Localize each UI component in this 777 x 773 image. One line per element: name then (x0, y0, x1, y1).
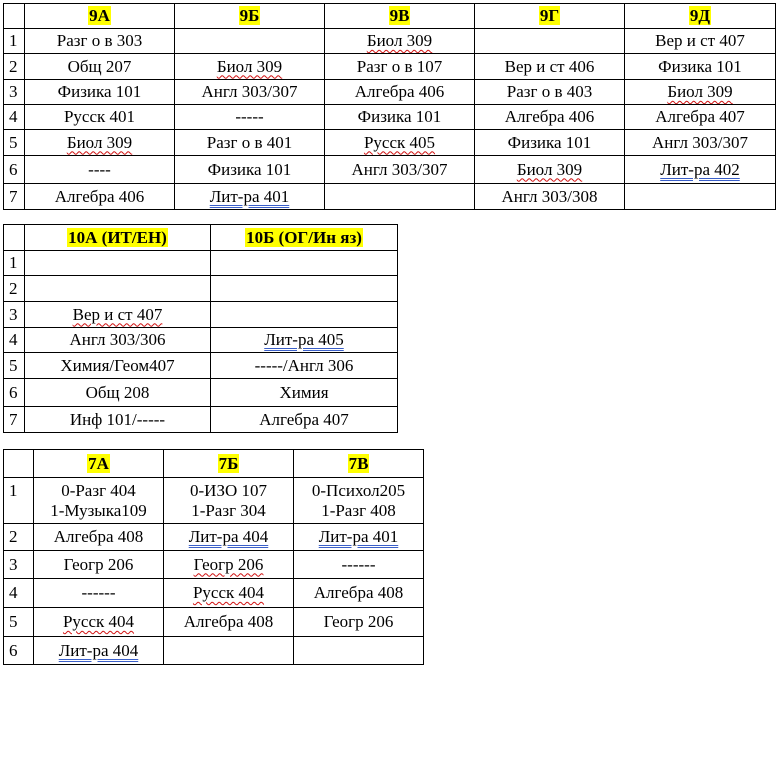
lesson-number: 2 (4, 54, 25, 80)
lesson-number: 3 (4, 302, 25, 328)
lesson-number: 6 (4, 156, 25, 184)
lesson-cell: Инф 101/----- (25, 407, 211, 433)
class-header: 10Б (ОГ/Ин яз) (211, 225, 398, 251)
lesson-cell: Геогр 206 (34, 551, 164, 579)
lesson-cell: Химия/Геом407 (25, 353, 211, 379)
lesson-cell: Алгебра 407 (211, 407, 398, 433)
lesson-cell: Вер и ст 406 (475, 54, 625, 80)
lesson-number: 7 (4, 407, 25, 433)
lesson-cell (475, 29, 625, 54)
lesson-cell: Лит-ра 401 (294, 524, 424, 551)
table-row (4, 276, 398, 302)
header-row (4, 225, 398, 251)
lesson-cell: Разг о в 401 (175, 130, 325, 156)
lesson-cell: Вер и ст 407 (25, 302, 211, 328)
corner-cell (4, 450, 34, 478)
header-row (4, 450, 424, 478)
table-row (4, 579, 424, 608)
class-header: 9Б (175, 4, 325, 29)
schedule-table-9 (3, 3, 776, 210)
schedule-table-7 (3, 449, 424, 665)
lesson-number: 1 (4, 29, 25, 54)
table-row (4, 184, 776, 210)
lesson-cell: 0-Разг 404 1-Музыка109 (34, 478, 164, 524)
lesson-cell: Русск 404 (164, 579, 294, 608)
schedule-table-10 (3, 224, 398, 433)
table-row (4, 524, 424, 551)
table-row (4, 54, 776, 80)
table-row (4, 379, 398, 407)
table-row (4, 156, 776, 184)
lesson-cell: Алгебра 406 (475, 105, 625, 130)
lesson-cell: Англ 303/307 (175, 80, 325, 105)
lesson-cell: Алгебра 406 (325, 80, 475, 105)
lesson-cell: 0-Психол205 1-Разг 408 (294, 478, 424, 524)
lesson-number: 5 (4, 130, 25, 156)
class-header: 9Г (475, 4, 625, 29)
lesson-number: 2 (4, 276, 25, 302)
lesson-cell: Биол 309 (625, 80, 776, 105)
lesson-number: 4 (4, 328, 25, 353)
lesson-cell: Физика 101 (175, 156, 325, 184)
lesson-cell: Биол 309 (175, 54, 325, 80)
header-row (4, 4, 776, 29)
lesson-cell: Разг о в 107 (325, 54, 475, 80)
table-row (4, 251, 398, 276)
class-header: 9Д (625, 4, 776, 29)
lesson-number: 4 (4, 105, 25, 130)
lesson-number: 7 (4, 184, 25, 210)
lesson-cell: Англ 303/307 (625, 130, 776, 156)
lesson-cell: Алгебра 408 (34, 524, 164, 551)
lesson-cell: ------ (294, 551, 424, 579)
lesson-cell (211, 302, 398, 328)
lesson-cell: Физика 101 (25, 80, 175, 105)
corner-cell (4, 4, 25, 29)
lesson-cell: Русск 404 (34, 608, 164, 637)
lesson-cell: Биол 309 (475, 156, 625, 184)
class-header: 7Б (164, 450, 294, 478)
lesson-cell: Англ 303/307 (325, 156, 475, 184)
class-header: 7В (294, 450, 424, 478)
table-row (4, 608, 424, 637)
lesson-cell: Геогр 206 (164, 551, 294, 579)
table-row (4, 551, 424, 579)
lesson-cell (211, 251, 398, 276)
lesson-cell: Алгебра 408 (294, 579, 424, 608)
lesson-cell (211, 276, 398, 302)
lesson-cell: Физика 101 (325, 105, 475, 130)
lesson-cell: Биол 309 (25, 130, 175, 156)
lesson-cell: Лит-ра 404 (164, 524, 294, 551)
lesson-cell: Алгебра 407 (625, 105, 776, 130)
lesson-cell: Лит-ра 401 (175, 184, 325, 210)
lesson-cell: Общ 208 (25, 379, 211, 407)
lesson-cell: ---- (25, 156, 175, 184)
lesson-cell (325, 184, 475, 210)
lesson-cell: Физика 101 (475, 130, 625, 156)
lesson-number: 6 (4, 637, 34, 665)
lesson-cell (25, 251, 211, 276)
lesson-cell: Разг о в 303 (25, 29, 175, 54)
table-row (4, 302, 398, 328)
lesson-cell: Алгебра 408 (164, 608, 294, 637)
lesson-number: 5 (4, 353, 25, 379)
lesson-number: 3 (4, 551, 34, 579)
lesson-cell: -----/Англ 306 (211, 353, 398, 379)
lesson-cell: ----- (175, 105, 325, 130)
lesson-number: 6 (4, 379, 25, 407)
lesson-cell: Разг о в 403 (475, 80, 625, 105)
lesson-number: 5 (4, 608, 34, 637)
table-row (4, 130, 776, 156)
class-header: 7А (34, 450, 164, 478)
table-row (4, 407, 398, 433)
lesson-cell: Биол 309 (325, 29, 475, 54)
lesson-cell (294, 637, 424, 665)
lesson-cell: Англ 303/308 (475, 184, 625, 210)
class-header: 10А (ИТ/ЕН) (25, 225, 211, 251)
lesson-number: 3 (4, 80, 25, 105)
lesson-cell: ------ (34, 579, 164, 608)
lesson-number: 2 (4, 524, 34, 551)
lesson-cell: Химия (211, 379, 398, 407)
lesson-number: 1 (4, 251, 25, 276)
table-row (4, 478, 424, 524)
lesson-cell: Лит-ра 405 (211, 328, 398, 353)
lesson-cell: Геогр 206 (294, 608, 424, 637)
lesson-cell (175, 29, 325, 54)
table-row (4, 328, 398, 353)
table-row (4, 105, 776, 130)
lesson-cell: Физика 101 (625, 54, 776, 80)
lesson-number: 1 (4, 478, 34, 524)
table-row (4, 80, 776, 105)
class-header: 9В (325, 4, 475, 29)
lesson-cell: Лит-ра 402 (625, 156, 776, 184)
table-row (4, 637, 424, 665)
lesson-cell (625, 184, 776, 210)
lesson-cell: 0-ИЗО 107 1-Разг 304 (164, 478, 294, 524)
lesson-cell: Вер и ст 407 (625, 29, 776, 54)
lesson-cell (25, 276, 211, 302)
class-header: 9А (25, 4, 175, 29)
lesson-number: 4 (4, 579, 34, 608)
corner-cell (4, 225, 25, 251)
lesson-cell: Русск 401 (25, 105, 175, 130)
lesson-cell (164, 637, 294, 665)
table-row (4, 29, 776, 54)
lesson-cell: Англ 303/306 (25, 328, 211, 353)
lesson-cell: Алгебра 406 (25, 184, 175, 210)
lesson-cell: Общ 207 (25, 54, 175, 80)
lesson-cell: Лит-ра 404 (34, 637, 164, 665)
lesson-cell: Русск 405 (325, 130, 475, 156)
table-row (4, 353, 398, 379)
